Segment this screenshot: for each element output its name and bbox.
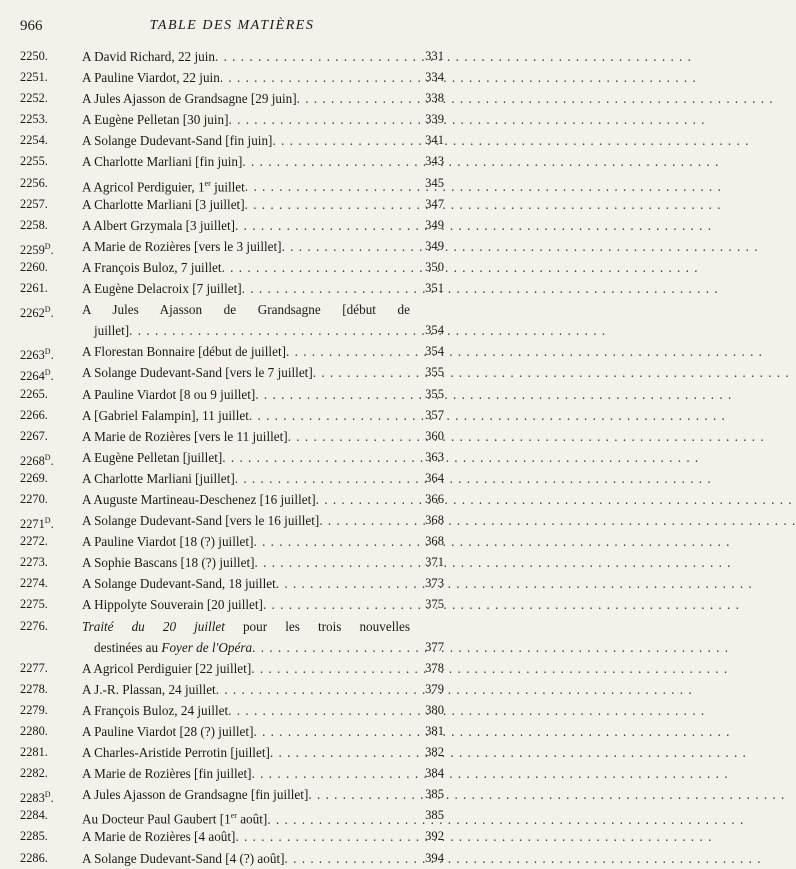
entry-number: 2272. — [20, 534, 48, 549]
toc-entry — [20, 151, 444, 172]
entry-number: 2253. — [20, 112, 48, 127]
entry-number: $2262^D$. — [20, 305, 54, 321]
entry-body — [82, 278, 410, 299]
entry-page-number: 394 — [425, 850, 444, 865]
entry-page-number: 349 — [425, 238, 444, 253]
entry-title-continued: destinées au Foyer de l'Opéra — [94, 639, 253, 655]
entry-number: 2256. — [20, 175, 48, 190]
entry-title: A Sophie Bascans [18 (?) juillet] — [82, 555, 255, 571]
dot-leader — [288, 426, 410, 447]
entry-body — [82, 468, 410, 489]
entry-title: A Charlotte Marliani [juillet] — [82, 470, 235, 486]
entry-page-number: 380 — [425, 702, 444, 717]
entry-number: 2273. — [20, 555, 48, 570]
toc-entry — [20, 742, 444, 763]
entry-number: 2278. — [20, 681, 48, 696]
entry-title: A Charles-Aristide Perrotin [juillet] — [82, 745, 270, 761]
entry-number: 2265. — [20, 386, 48, 401]
entry-title: A Pauline Viardot [8 ou 9 juillet] — [82, 386, 256, 402]
entry-page-number: 354 — [425, 344, 444, 359]
dot-leader — [252, 637, 410, 658]
toc-entry — [20, 594, 444, 615]
entry-title: A Agricol Perdiguier, 1er juillet — [82, 178, 245, 194]
entry-body — [82, 700, 410, 721]
entry-title: A David Richard, 22 juin — [82, 49, 215, 64]
entry-number: 2274. — [20, 576, 48, 591]
toc-entry — [20, 848, 444, 869]
toc-entry — [20, 67, 444, 88]
entry-title: A Jules Ajasson de Grandsagne [fin juillet] — [82, 787, 309, 803]
dot-leader — [222, 447, 410, 468]
entry-number: 2252. — [20, 91, 48, 106]
entry-body — [82, 510, 410, 531]
entry-page-number: 334 — [425, 70, 444, 85]
dot-leader — [235, 826, 410, 847]
entry-page-number: 343 — [425, 154, 444, 169]
entry-body — [82, 573, 410, 594]
dot-leader — [313, 362, 410, 383]
entry-title-continued: juillet] — [94, 323, 130, 339]
toc-entry — [20, 489, 444, 510]
dot-leader — [215, 46, 410, 67]
entry-page-number: 351 — [425, 281, 444, 296]
entry-title: A Marie de Rozières [vers le 11 juillet] — [82, 428, 288, 444]
toc-entry — [20, 46, 444, 67]
toc-entry — [20, 384, 444, 405]
entry-title: A Florestan Bonnaire [début de juillet] — [82, 344, 286, 360]
entry-body — [82, 447, 410, 468]
toc-entry — [20, 573, 444, 594]
dot-leader — [308, 784, 410, 805]
entry-number: $2271^D$. — [20, 516, 54, 532]
entry-page-number: 355 — [425, 365, 444, 380]
entry-page-number: 354 — [425, 323, 444, 338]
toc-entry — [20, 362, 444, 383]
entry-body — [82, 151, 410, 172]
entry-number: 2250. — [20, 49, 48, 63]
entry-number: 2261. — [20, 281, 48, 296]
entry-number: 2255. — [20, 154, 48, 169]
entry-page-number: 331 — [425, 49, 444, 63]
entry-page-number: 339 — [425, 112, 444, 127]
entry-body — [82, 848, 410, 869]
toc-entry — [20, 426, 444, 447]
entry-page-number: 368 — [425, 513, 444, 528]
entry-body — [82, 552, 410, 573]
entry-number: 2257. — [20, 196, 48, 211]
entry-number: 2254. — [20, 133, 48, 148]
toc-entry — [20, 447, 444, 468]
entry-body — [82, 679, 410, 700]
toc-entry — [20, 616, 444, 658]
entry-page-number: 350 — [425, 259, 444, 274]
entry-title: A Charlotte Marliani [3 juillet] — [82, 196, 245, 212]
entry-body — [82, 341, 410, 362]
dot-leader — [255, 552, 411, 573]
entry-title: A François Buloz, 24 juillet — [82, 702, 229, 718]
entry-page-number: 338 — [425, 91, 444, 106]
entry-body — [82, 826, 410, 847]
entry-title-line2 — [94, 637, 410, 658]
toc-entry — [20, 531, 444, 552]
entry-page-number: 373 — [425, 576, 444, 591]
entry-body — [82, 88, 410, 109]
dot-leader — [297, 88, 410, 109]
entry-page-number: 379 — [425, 681, 444, 696]
dot-leader — [242, 151, 410, 172]
running-title: TABLE DES MATIÈRES — [149, 18, 315, 33]
dot-leader — [286, 341, 410, 362]
entry-number: 2280. — [20, 724, 48, 738]
entry-title: A Charlotte Marliani [fin juin] — [82, 154, 243, 170]
entry-body — [82, 194, 410, 215]
page-header — [20, 18, 444, 40]
entry-page-number: 385 — [425, 787, 444, 802]
entry-number: 2260. — [20, 259, 48, 274]
toc-entry — [20, 510, 444, 531]
entry-title: A [Gabriel Falampin], 11 juillet — [82, 407, 249, 423]
entry-title: A J.-R. Plassan, 24 juillet — [82, 681, 216, 697]
entry-body — [82, 405, 410, 426]
entry-page-number: 360 — [425, 428, 444, 443]
dot-leader — [253, 531, 410, 552]
entry-title: A Marie de Rozières [4 août] — [82, 829, 236, 845]
dot-leader — [276, 573, 410, 594]
dot-leader — [229, 109, 411, 130]
entry-body — [82, 362, 410, 383]
entry-title: A Eugène Pelletan [30 juin] — [82, 112, 229, 128]
dot-leader — [285, 848, 410, 869]
dot-leader — [255, 384, 410, 405]
dot-leader — [252, 763, 410, 784]
entry-number: 2276. — [20, 618, 48, 633]
entry-body — [82, 236, 410, 257]
toc-entry — [20, 299, 444, 341]
toc-entry — [20, 552, 444, 573]
entry-title: A Marie de Rozières [fin juillet] — [82, 766, 252, 782]
dot-leader — [228, 700, 410, 721]
toc-entry — [20, 763, 444, 784]
toc-entry — [20, 109, 444, 130]
toc-entry — [20, 173, 444, 194]
entry-number: 2270. — [20, 491, 48, 506]
entry-body — [82, 721, 410, 742]
entry-title: A Agricol Perdiguier [22 juillet] — [82, 660, 252, 676]
entry-body — [82, 426, 410, 447]
toc-entry — [20, 468, 444, 489]
entry-title: A Solange Dudevant-Sand, 18 juillet — [82, 576, 276, 592]
entry-number: $2283^D$. — [20, 790, 54, 806]
entry-page-number: 381 — [425, 724, 444, 738]
entry-number: 2269. — [20, 470, 48, 485]
entry-body — [82, 531, 410, 552]
entry-number: 2286. — [20, 850, 48, 865]
entry-body — [82, 67, 410, 88]
entry-title: A Solange Dudevant-Sand [vers le 16 juillet] — [82, 513, 320, 529]
entry-page-number: 385 — [425, 808, 444, 823]
entry-number: 2266. — [20, 407, 48, 422]
entry-body — [82, 742, 410, 763]
dot-leader — [251, 658, 410, 679]
entry-number: 2275. — [20, 597, 48, 612]
entry-body — [82, 594, 410, 615]
entry-page-number: 368 — [425, 534, 444, 549]
entry-title-line1: Traité du 20 juillet pour les trois nouvelles — [82, 618, 411, 634]
entry-title: A Auguste Martineau-Deschenez [16 juillet] — [82, 491, 316, 507]
toc-entry — [20, 215, 444, 236]
toc-entry — [20, 679, 444, 700]
entry-number: $2264^D$. — [20, 368, 54, 384]
entry-page-number: 363 — [425, 449, 444, 464]
entry-page-number: 377 — [425, 639, 444, 654]
entry-body — [82, 130, 410, 151]
entry-title: A Solange Dudevant-Sand [vers le 7 juillet] — [82, 365, 313, 381]
toc-entry — [20, 784, 444, 805]
entry-page-number: 347 — [425, 196, 444, 211]
dot-leader — [129, 320, 410, 341]
toc-entry — [20, 236, 444, 257]
entry-number: $2263^D$. — [20, 347, 54, 363]
entry-title: A Albert Grzymala [3 juillet] — [82, 217, 236, 233]
entry-number: 2281. — [20, 745, 48, 760]
entry-page-number: 355 — [425, 386, 444, 401]
entry-body — [82, 784, 410, 805]
dot-leader — [220, 67, 410, 88]
entry-title: A Jules Ajasson de Grandsagne [29 juin] — [82, 91, 297, 107]
entry-body — [82, 658, 410, 679]
dot-leader — [216, 679, 410, 700]
entry-number: 2277. — [20, 660, 48, 675]
entry-page-number: 357 — [425, 407, 444, 422]
entry-page-number: 345 — [425, 175, 444, 190]
entry-page-number: 341 — [425, 133, 444, 148]
dot-leader — [319, 510, 410, 531]
entry-page-number: 384 — [425, 766, 444, 781]
entry-number: 2284. — [20, 808, 48, 823]
toc-entry — [20, 700, 444, 721]
entry-title-line2 — [94, 320, 410, 341]
table-of-contents — [20, 46, 444, 869]
toc-entry — [20, 341, 444, 362]
entry-page-number: 349 — [425, 217, 444, 232]
toc-entry — [20, 88, 444, 109]
toc-entry — [20, 130, 444, 151]
entry-page-number: 382 — [425, 745, 444, 760]
dot-leader — [249, 405, 410, 426]
entry-title: A Solange Dudevant-Sand [4 (?) août] — [82, 850, 285, 866]
dot-leader — [242, 278, 410, 299]
toc-entry — [20, 721, 444, 742]
entry-body — [82, 384, 410, 405]
entry-page-number: 366 — [425, 491, 444, 506]
entry-title: A Pauline Viardot, 22 juin — [82, 70, 220, 86]
entry-body — [82, 46, 410, 67]
entry-page-number: 371 — [425, 555, 444, 570]
entry-title: A Solange Dudevant-Sand [fin juin] — [82, 133, 273, 149]
entry-number: 2285. — [20, 829, 48, 844]
toc-entry — [20, 826, 444, 847]
entry-page-number: 375 — [425, 597, 444, 612]
dot-leader — [253, 721, 410, 742]
entry-body — [82, 215, 410, 236]
toc-entry — [20, 658, 444, 679]
dot-leader — [316, 489, 410, 510]
toc-entry — [20, 405, 444, 426]
entry-number: $2259^D$. — [20, 241, 54, 257]
entry-title: A Pauline Viardot [18 (?) juillet] — [82, 534, 254, 550]
entry-title: A François Buloz, 7 juillet — [82, 259, 222, 275]
entry-title: A Eugène Pelletan [juillet] — [82, 449, 223, 465]
entry-number: $2268^D$. — [20, 452, 54, 468]
dot-leader — [235, 215, 410, 236]
dot-leader — [272, 130, 410, 151]
dot-leader — [235, 468, 410, 489]
entry-page-number: 392 — [425, 829, 444, 844]
entry-title: A Marie de Rozières [vers le 3 juillet] — [82, 238, 282, 254]
entry-body — [82, 763, 410, 784]
entry-title: A Hippolyte Souverain [20 juillet] — [82, 597, 263, 613]
toc-entry — [20, 805, 444, 826]
page-number: 966 — [20, 18, 43, 34]
entry-title: A Pauline Viardot [28 (?) juillet] — [82, 724, 254, 739]
dot-leader — [245, 194, 410, 215]
toc-entry — [20, 257, 444, 278]
entry-number: 2282. — [20, 766, 48, 781]
toc-entry — [20, 194, 444, 215]
entry-body — [82, 257, 410, 278]
entry-body — [82, 109, 410, 130]
dot-leader — [263, 594, 410, 615]
dot-leader — [222, 257, 410, 278]
entry-title: A Eugène Delacroix [7 juillet] — [82, 281, 242, 297]
entry-page-number: 378 — [425, 660, 444, 675]
entry-number: 2267. — [20, 428, 48, 443]
entry-number: 2251. — [20, 70, 48, 85]
entry-body — [82, 489, 410, 510]
entry-page-number: 364 — [425, 470, 444, 485]
dot-leader — [282, 236, 410, 257]
toc-entry — [20, 278, 444, 299]
entry-title: Au Docteur Paul Gaubert [1er août] — [82, 811, 268, 827]
entry-number: 2279. — [20, 702, 48, 717]
entry-title-line1: A Jules Ajasson de Grandsagne [début de — [82, 302, 410, 318]
entry-number: 2258. — [20, 217, 48, 232]
dot-leader — [270, 742, 410, 763]
